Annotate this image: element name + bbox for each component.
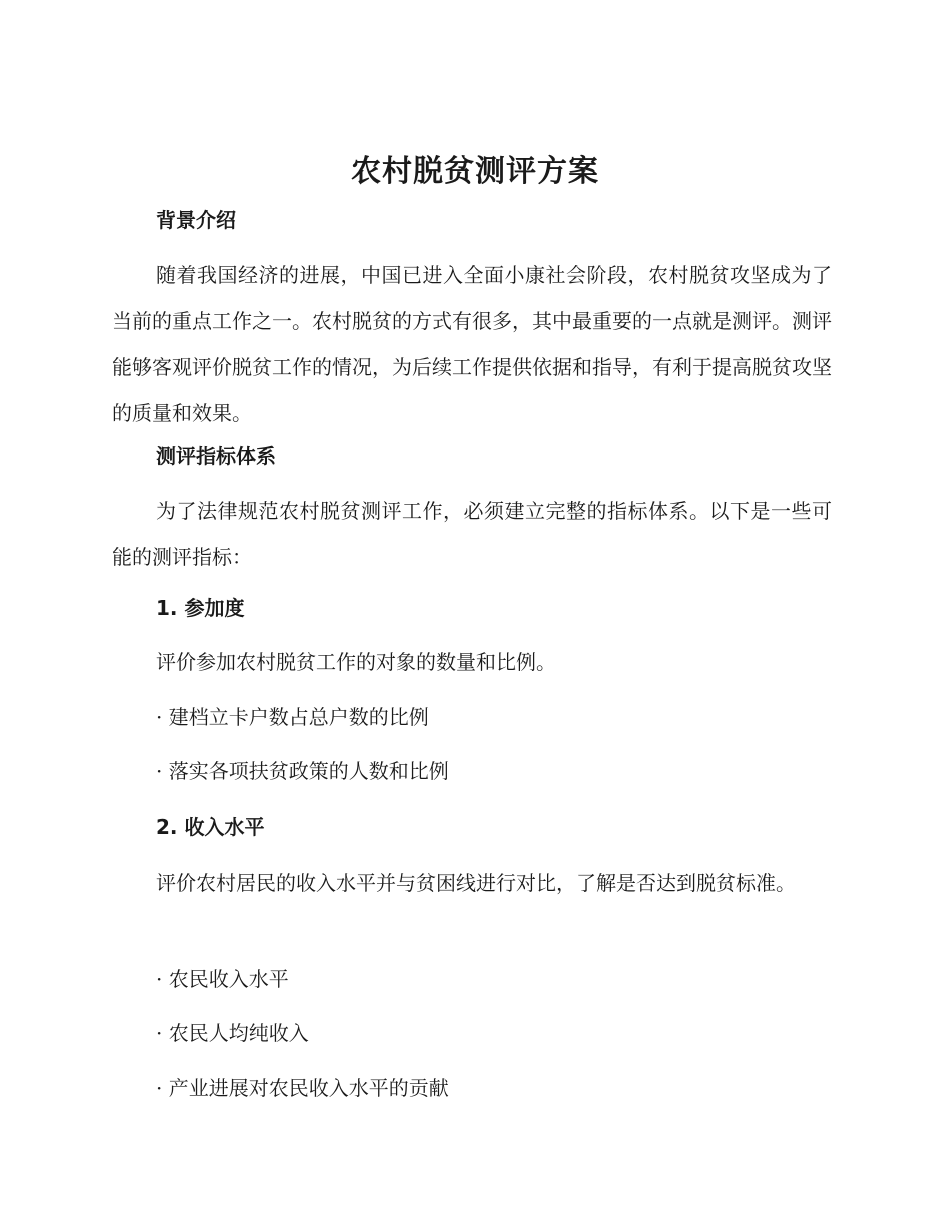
indicators-paragraph: 为了法律规范农村脱贫测评工作，必须建立完整的指标体系。以下是一些可能的测评指标： (112, 499, 832, 569)
document-title: 农村脱贫测评方案 (351, 154, 599, 189)
bullet-item: · 产业进展对农民收入水平的贡献 (156, 1076, 449, 1100)
participation-description: 评价参加农村脱贫工作的对象的数量和比例。 (156, 650, 556, 674)
background-paragraph: 随着我国经济的进展，中国已进入全面小康社会阶段，农村脱贫攻坚成为了当前的重点工作之一。农村脱贫的方式有很多，其中最重要的一点就是测评。测评能够客观评价脱贫工作的情况，为后续工作提供依据和指导，有利于提高脱贫攻坚的质量和效果。 (112, 263, 832, 425)
bullet-item: · 农民人均纯收入 (156, 1021, 309, 1045)
bullet-item: · 落实各项扶贫政策的人数和比例 (156, 759, 449, 783)
subsection-heading-income: 2. 收入水平 (156, 815, 265, 839)
income-description: 评价农村居民的收入水平并与贫困线进行对比，了解是否达到脱贫标准。 (156, 871, 796, 895)
section-heading-background: 背景介绍 (156, 208, 236, 232)
bullet-item: · 建档立卡户数占总户数的比例 (156, 705, 429, 729)
subsection-heading-participation: 1. 参加度 (156, 596, 245, 620)
section-heading-indicators: 测评指标体系 (156, 444, 276, 468)
bullet-item: · 农民收入水平 (156, 967, 289, 991)
